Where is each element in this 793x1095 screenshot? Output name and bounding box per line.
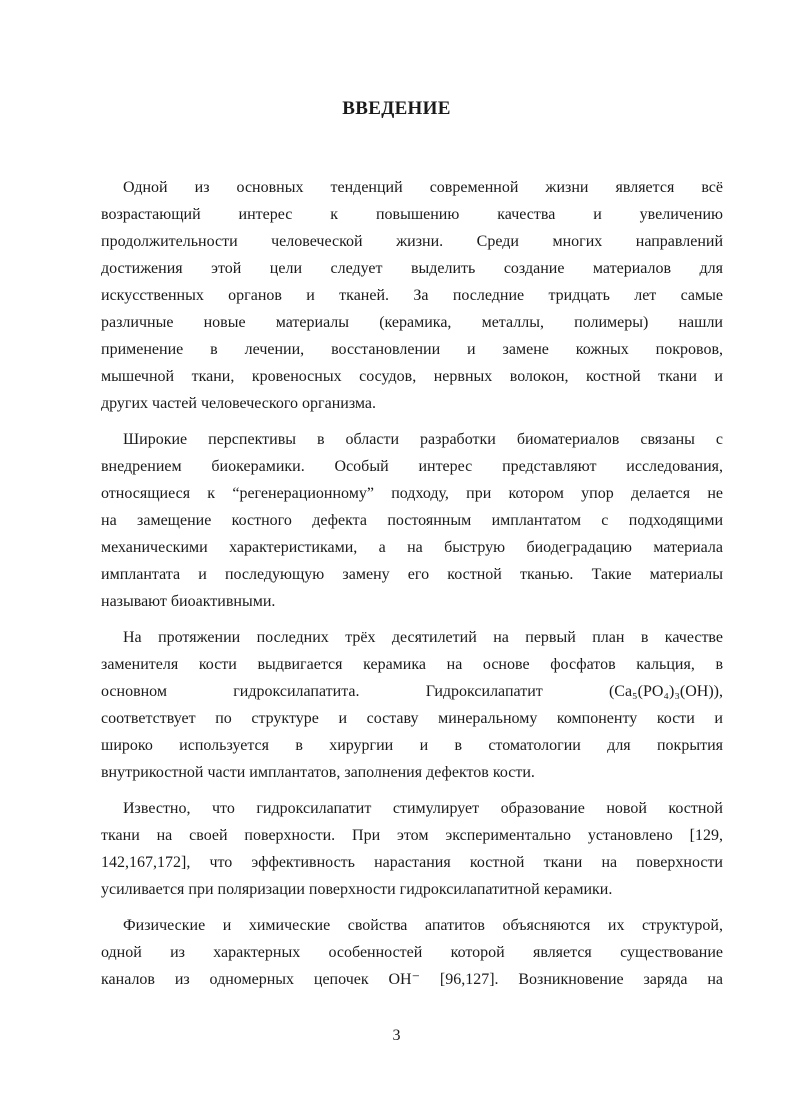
paragraph-5 (101, 912, 723, 993)
paragraph-3 (101, 624, 723, 786)
text-line: называют биоактивными. (101, 593, 276, 610)
text-line: усиливается при поляризации поверхности гидроксилапатитной керамики. (101, 881, 613, 898)
paragraph-1 (101, 174, 723, 417)
text-line: одной из характерных особенностей которой является существование (101, 944, 723, 961)
page-title: ВВЕДЕНИЕ (342, 98, 451, 119)
text-line: внутрикостной части имплантатов, заполнения дефектов кости. (101, 764, 535, 781)
text-line: искусственных органов и тканей. За последние тридцать лет самые (101, 287, 723, 304)
text-line: внедрением биокерамики. Особый интерес представляют исследования, (101, 458, 723, 475)
text-line: продолжительности человеческой жизни. Среди многих направлений (101, 233, 723, 250)
text-line: Одной из основных тенденций современной жизни является всё (123, 179, 723, 196)
text-line: заменителя кости выдвигается керамика на основе фосфатов кальция, в (101, 656, 723, 673)
text-line: Широкие перспективы в области разработки биоматериалов связаны с (123, 431, 723, 448)
text-line: применение в лечении, восстановлении и замене кожных покровов, (101, 341, 723, 358)
paragraph-4 (101, 795, 723, 903)
text-line: Известно, что гидроксилапатит стимулирует образование новой костной (123, 800, 723, 817)
paragraph-2 (101, 426, 723, 615)
text-line: механическими характеристиками, а на быструю биодеградацию материала (101, 539, 723, 556)
body-text (101, 174, 723, 1002)
text-line: ткани на своей поверхности. При этом экспериментально установлено [129, (101, 827, 723, 844)
text-line: относящиеся к “регенерационному” подходу, при котором упор делается не (101, 485, 723, 502)
text-line: широко используется в хирургии и в стоматологии для покрытия (101, 737, 723, 754)
text-line: достижения этой цели следует выделить создание материалов для (101, 260, 723, 277)
text-line: основном гидроксилапатита. Гидроксилапатит (Ca₅(PO₄)₃(OH)), (101, 683, 723, 700)
text-line: мышечной ткани, кровеносных сосудов, нервных волокон, костной ткани и (101, 368, 723, 385)
text-line: возрастающий интерес к повышению качества и увеличению (101, 206, 723, 223)
text-line: 142,167,172], что эффективность нарастания костной ткани на поверхности (101, 854, 723, 871)
page-number: 3 (392, 1027, 401, 1044)
text-line: соответствует по структуре и составу минеральному компоненту кости и (101, 710, 723, 727)
text-line: На протяжении последних трёх десятилетий на первый план в качестве (123, 629, 723, 646)
text-line: различные новые материалы (керамика, металлы, полимеры) нашли (101, 314, 723, 331)
text-line: на замещение костного дефекта постоянным имплантатом с подходящими (101, 512, 723, 529)
text-line: имплантата и последующую замену его костной тканью. Такие материалы (101, 566, 723, 583)
text-line: других частей человеческого организма. (101, 395, 377, 412)
text-line: Физические и химические свойства апатитов объясняются их структурой, (123, 917, 723, 934)
text-line: каналов из одномерных цепочек OH⁻ [96,127]. Возникновение заряда на (101, 971, 723, 988)
